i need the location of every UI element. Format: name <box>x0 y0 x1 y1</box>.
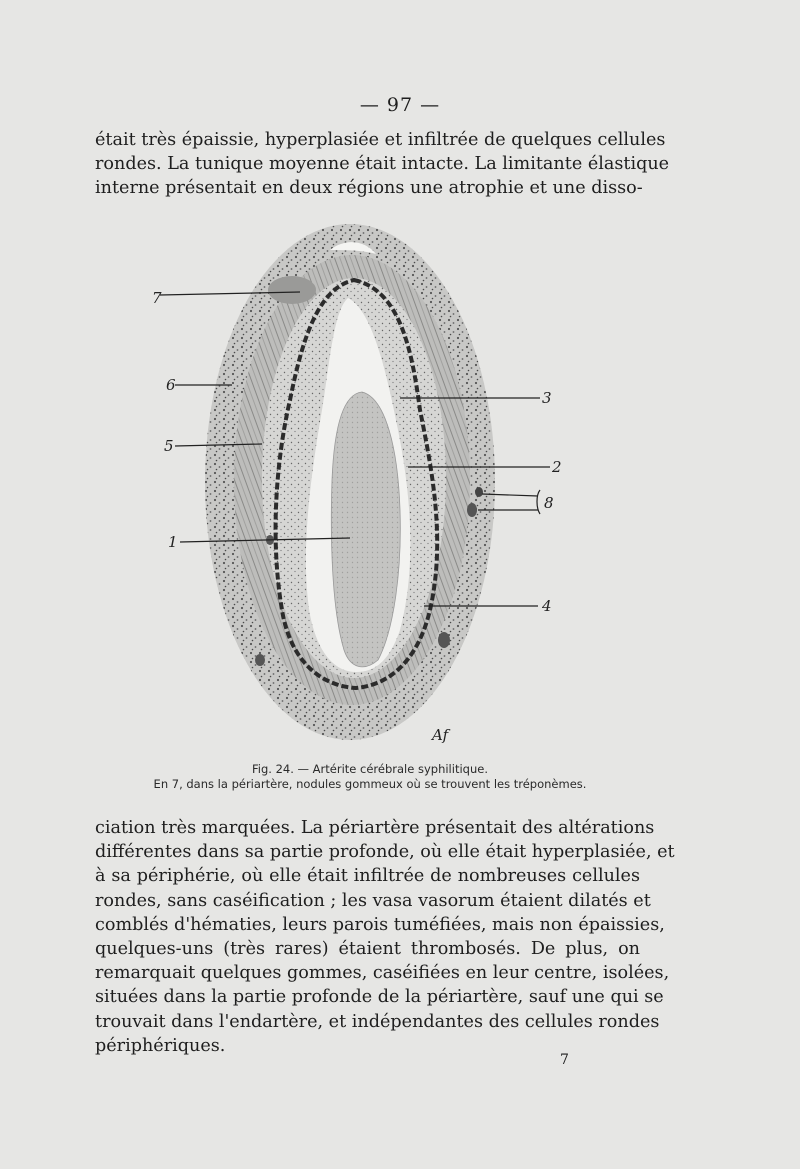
footer-signature-number: 7 <box>560 1052 569 1068</box>
page-number: — 97 — <box>359 94 441 116</box>
paragraph-bottom <box>95 816 675 1058</box>
gummatous-nodule <box>268 276 316 304</box>
label-8: 8 <box>544 494 554 512</box>
text-line: était très épaissie, hyperplasiée et infiltrée de quelques cellules <box>95 130 666 150</box>
label-1: 1 <box>168 533 178 551</box>
text-line: remarquait quelques gommes, caséifiées en leur centre, isolées, <box>95 963 670 984</box>
text-line: quelques-uns (très rares) étaient thrombosés. De plus, on <box>95 939 640 960</box>
text-line: à sa périphérie, où elle était infiltrée de nombreuses cellules <box>95 866 640 887</box>
artery-illustration <box>150 210 590 755</box>
text-line: différentes dans sa partie profonde, où elle était hyperplasiée, et <box>95 842 675 863</box>
text-line: trouvait dans l'endartère, et indépendantes des cellules rondes <box>95 1011 660 1032</box>
artery-cross-section-drawing <box>150 210 590 755</box>
label-7: 7 <box>152 289 162 307</box>
figure-caption-text: En 7, dans la périartère, nodules gommeux où se trouvent les tréponèmes. <box>153 777 587 791</box>
text-line: périphériques. <box>95 1035 226 1056</box>
artist-signature: Af <box>432 726 449 744</box>
text-line: comblés d'hématies, leurs parois tuméfiées, mais non épaissies, <box>95 914 665 935</box>
text-line: interne présentait en deux régions une atrophie et une disso- <box>95 178 643 199</box>
text-line: ciation très marquées. La périartère présentait des altérations <box>95 818 655 838</box>
text-line: rondes, sans caséification ; les vasa vasorum étaient dilatés et <box>95 890 651 911</box>
text-line: rondes. La tunique moyenne était intacte. La limitante élastique <box>95 154 670 175</box>
figure-caption-title: Fig. 24. — Artérite cérébrale syphilitique. <box>252 762 488 776</box>
label-4: 4 <box>542 597 552 615</box>
label-6: 6 <box>166 376 176 394</box>
label-3: 3 <box>542 389 552 407</box>
label-2: 2 <box>552 458 562 476</box>
label-5: 5 <box>164 437 174 455</box>
text-line: situées dans la partie profonde de la périartère, sauf une qui se <box>95 987 664 1008</box>
thrombus <box>331 392 400 667</box>
paragraph-top <box>95 128 670 201</box>
